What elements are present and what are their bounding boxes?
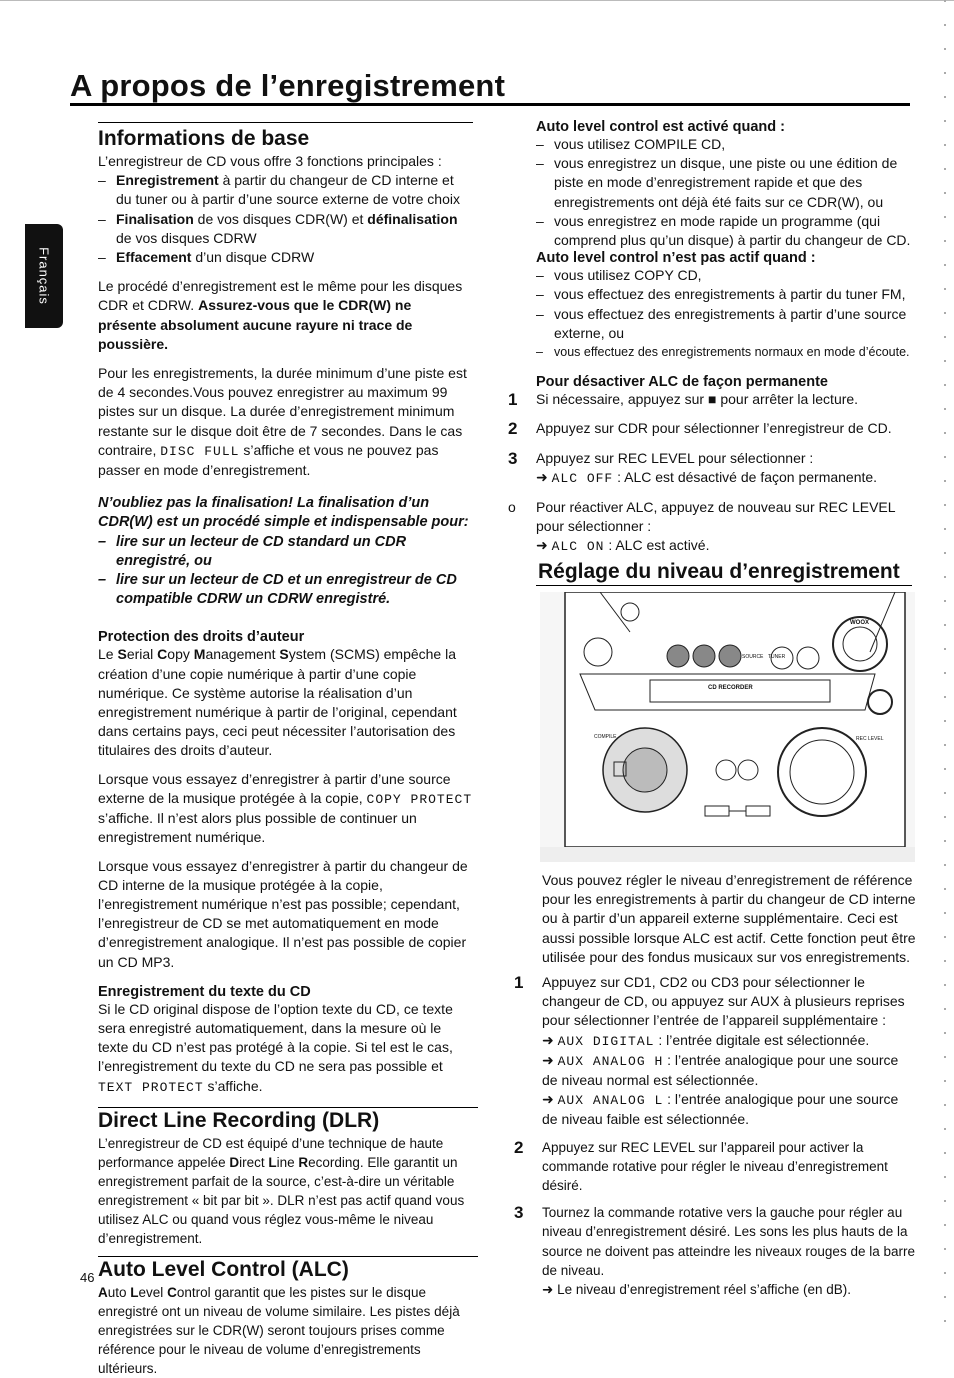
heading-informations-de-base: Informations de base (98, 127, 310, 150)
deact-step-3: 3 Appuyez sur REC LEVEL pour sélectionner : ➜ ALC OFF : ALC est désactivé de façon permanente. (508, 448, 878, 486)
arrow-icon: ➜ (536, 468, 548, 485)
level-step-3-result: ➜ Le niveau d’enregistrement réel s’affiche (en dB). (542, 1282, 851, 1298)
arrow-icon: ➜ (542, 1051, 554, 1068)
info-item-enregistrement: – Enregistrement à partir du changeur de CD interne et du tuner ou à partir d’une source externe de votre choix (98, 171, 473, 209)
right-column-lower (514, 871, 917, 1299)
alc-inactive-item: – vous effectuez des enregistrements normaux en mode d’écoute. (536, 343, 914, 362)
copyright-para-changeur: Lorsque vous essayez d’enregistrer à partir du changeur de CD interne de la musique protégée à la copie, l’enregistrement numérique n’est pas possible; cependant, l’enregistreur de CD se met automatiquement en mode d’enregistrement analogique. Il n’est pas possible de copier un CD MP3. (98, 857, 468, 970)
cdtext-para: Si le CD original dispose de l’option texte du CD, ce texte sera enregistré automatiquement, dans la mesure où le texte du CD n’est pas protégé à la copie. Si tel est le cas, l’enregistrement du texte du CD ne sera pas possible et TEXT PROTECT s’affiche. (98, 1000, 453, 1095)
heading-alc-inactive: Auto level control n’est pas actif quand : (536, 250, 816, 267)
heading-texte-cd: Enregistrement du texte du CD (98, 983, 311, 1000)
alc-inactive-item: – vous effectuez des enregistrements à partir d’une source externe, ou (536, 305, 914, 343)
level-step-1: 1 Appuyez sur CD1, CD2 ou CD3 pour sélectionner le changeur de CD, ou appuyez sur AUX à plusieurs reprises pour sélectionner l’entrée de l’appareil supplémentaire : ➜ AUX DIGITAL : l’entrée digitale est sélectionnée. ➜ AUX ANALOG H : l’entrée analogique pour une source de niveau normal est sélectionnée. ➜ AUX ANALOG L : l’entrée analogique pour une source de niveau faible est sélectionnée. (542, 973, 917, 1130)
page-title: A propos de l’enregistrement (70, 68, 506, 103)
cd-recorder-illustration (540, 592, 915, 862)
level-step-3: 3 Tournez la commande rotative vers la gauche pour régler au niveau d’enregistrement désiré. Les sons les plus hauts de la source ne doivent pas atteindre les niveaux rouges de la barre de niveau. ➜ Le niveau d’enregistrement réel s’affiche (en dB). (542, 1203, 917, 1299)
perforation-dots (944, 0, 946, 1341)
left-column (98, 122, 473, 1378)
info-item-finalisation: – Finalisation de vos disques CDR(W) et définalisation de vos disques CDRW (98, 210, 473, 248)
copyright-para-externe: Lorsque vous essayez d’enregistrer à partir d’une source externe de la musique protégée à la copie, COPY PROTECT s’affiche. Il n’est alors plus possible de continuer un enregistrement numérique. (98, 770, 473, 846)
finalisation-note-item-1: – lire sur un lecteur de CD standard un CDR enregistré, ou (98, 533, 473, 571)
alc-active-item: – vous utilisez COMPILE CD, (536, 135, 914, 154)
deact-step-reactivate: o Pour réactiver ALC, appuyez de nouveau sur REC LEVEL pour sélectionner : ➜ ALC ON : ALC est activé. (508, 499, 896, 555)
fig-label-rec-level: REC LEVEL (856, 736, 884, 742)
alc-active-item: – vous enregistrez un disque, une piste ou une édition de piste en mode d’enregistrement rapide et que des enregistrements ont déjà été faits sur ce CDR(W), ou (536, 154, 914, 212)
arrow-icon: ➜ (542, 1282, 554, 1298)
alc-inactive-item: – vous utilisez COPY CD, (536, 266, 914, 285)
level-result-analog-l: ➜ AUX ANALOG L : l’entrée analogique pour une source de niveau faible est sélectionnée. (542, 1091, 899, 1128)
finalisation-note: N’oubliez pas la finalisation! La finalisation d’un CDR(W) est un procédé simple et indispensable pour: (98, 495, 469, 531)
info-item-effacement: – Effacement d’un disque CDRW (98, 248, 473, 267)
heading-reglage-niveau: Réglage du niveau d’enregistrement (538, 560, 900, 583)
info-para-procede: Le procédé d’enregistrement est le même pour les disques CDR et CDRW. Assurez-vous que le CDR(W) ne présente absolument aucune rayure ni trace de poussière. (98, 278, 463, 352)
dlr-para: L’enregistreur de CD est équipé d’une technique de haute performance appelée Direct Line Recording. Elle garantit un enregistrement parfait de la source, c’est-à-dire un véritable enregistrement « bit par bit ». DLR n’est pas actif quand vous utilisez ALC ou quand vous réglez vous-même le niveau d’enregistrement. (98, 1135, 465, 1246)
heading-desactiver-alc: Pour désactiver ALC de façon permanente (536, 374, 828, 391)
arrow-icon: ➜ (536, 537, 548, 554)
level-intro: Vous pouvez régler le niveau d’enregistrement de référence pour les enregistrements à partir du changeur de CD interne ou à partir d’un appareil externe supplémentaire. Ceci est aussi possible lorsque ALC est actif. Cette fonction peut être utilisée pour des fondus musicaux sur vos enregistrements. (542, 872, 916, 965)
info-intro: L’enregistreur de CD vous offre 3 fonctions principales : (98, 153, 442, 169)
top-border (0, 0, 954, 1)
language-tab[interactable] (25, 224, 63, 328)
right-column (508, 119, 914, 557)
deact-step-1: 1 Si nécessaire, appuyez sur ■ pour arrêter la lecture. (508, 390, 859, 410)
arrow-icon: ➜ (542, 1091, 554, 1108)
level-step-2: 2 Appuyez sur REC LEVEL sur l’appareil pour activer la commande rotative pour régler le niveau d’enregistrement désiré. (514, 1137, 888, 1194)
heading-dlr: Direct Line Recording (DLR) (98, 1108, 380, 1132)
stop-icon: ■ (707, 391, 717, 408)
level-result-analog-h: ➜ AUX ANALOG H : l’entrée analogique pour une source de niveau normal est sélectionnée. (542, 1051, 899, 1089)
alc-para: Auto Level Control garantit que les pistes sur le disque enregistré ont un niveau de volume similaire. Les pistes déjà enregistrées sur le CDR(W) seront toujours prises comme référence pour le niveau de volume d’enregistrements ultérieurs. (98, 1284, 460, 1376)
fig-label-tuner: TUNER (768, 654, 786, 660)
heading-alc-active: Auto level control est activé quand : (536, 119, 785, 135)
info-para-duree: Pour les enregistrements, la durée minimum d’une piste est de 4 secondes.Vous pouvez enregistrer au maximum 99 pistes sur un disque. La durée d’enregistrement minimum restante sur le disque doit être de 7 secondes. Dans le cas contraire, DISC FULL s’affiche et vous ne pouvez pas passer en mode d’enregistrement. (98, 365, 467, 479)
copyright-para-scms: Le Serial Copy Management System (SCMS) empêche la création d’une copie numérique à partir d’une copie numérique. Ce système autorise la réalisation d’un enregistrement numérique à partir de l’original, cependant dans certains pays, ceci peut nécessiter l’autorisation des titulaires des droits d’auteur. (98, 646, 457, 759)
device-drawing (540, 592, 915, 862)
alc-inactive-item: – vous effectuez des enregistrements à partir du tuner FM, (536, 285, 914, 304)
fig-label-cd-recorder: CD RECORDER (708, 685, 753, 691)
fig-label-compile: COMPILE (594, 734, 617, 740)
deact-step-2: 2 Appuyez sur CDR pour sélectionner l’enregistreur de CD. (508, 419, 892, 439)
rule-reglage (536, 585, 912, 586)
heading-alc: Auto Level Control (ALC) (98, 1257, 349, 1281)
title-rule (70, 103, 910, 106)
finalisation-note-item-2: – lire sur un lecteur de CD et un enregistreur de CD compatible CDRW un CDRW enregistré. (98, 571, 473, 609)
page-number: 46 (80, 1270, 95, 1285)
heading-protection-droits: Protection des droits d’auteur (98, 629, 305, 646)
language-tab-label: Français (36, 247, 52, 305)
arrow-icon: ➜ (542, 1031, 554, 1048)
level-result-digital: ➜ AUX DIGITAL : l’entrée digitale est sélectionnée. (542, 1031, 870, 1049)
alc-active-item: – vous enregistrez en mode rapide un programme (qui comprend plus qu’un disque) à partir du changeur de CD. (536, 212, 914, 250)
rule-info (98, 122, 473, 123)
fig-label-source: SOURCE (742, 654, 764, 660)
fig-label-woox: WOOX (850, 620, 869, 626)
